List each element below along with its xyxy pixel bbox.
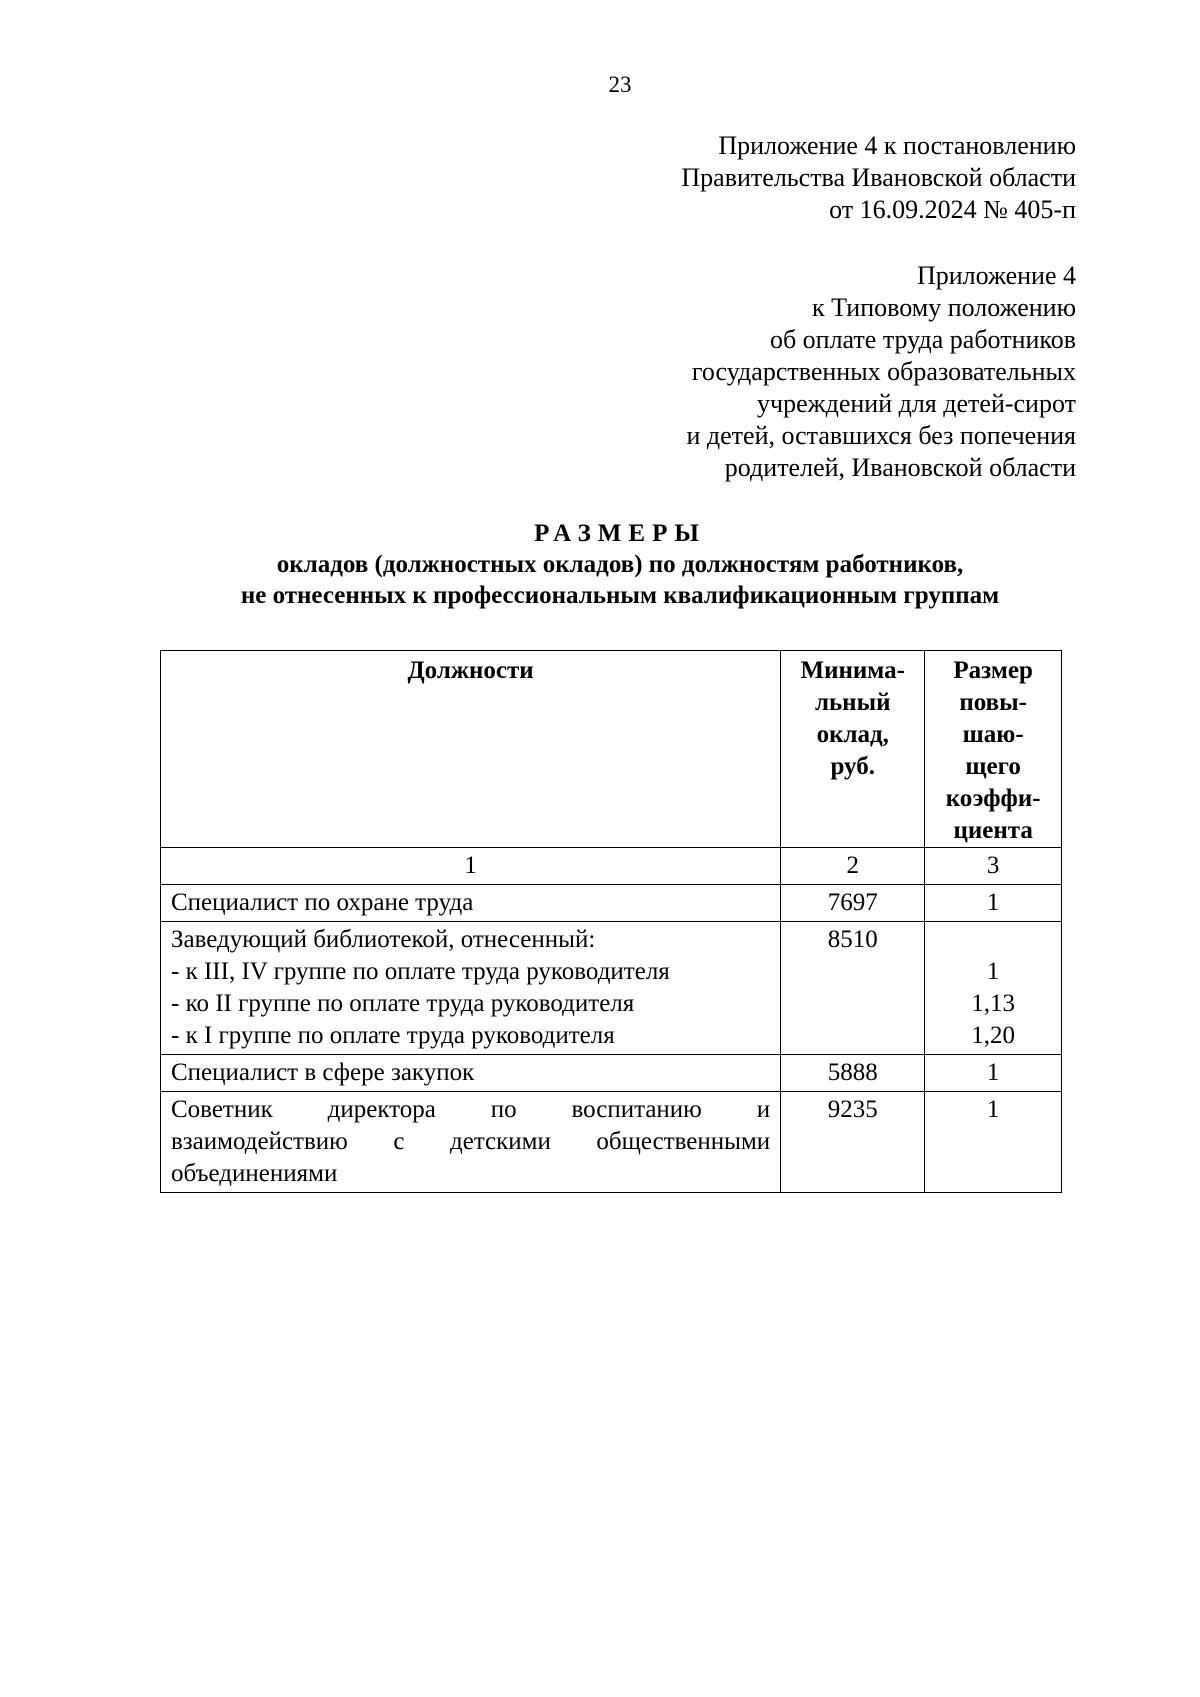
position-subline: - ко II группе по оплате труда руководителя — [171, 990, 635, 1017]
coefficient-value: 1 — [986, 958, 1000, 985]
min-salary-cell: 8510 — [781, 922, 925, 1055]
appendix-decree-reference — [681, 130, 1076, 226]
column-number: 2 — [781, 848, 925, 885]
page-number: 23 — [608, 72, 632, 97]
header-coefficient-line: циента — [953, 817, 1033, 844]
min-salary-cell: 9235 — [781, 1092, 925, 1193]
appendix-regulation-reference — [686, 260, 1076, 484]
position-word: директора — [327, 1096, 436, 1123]
appendix-decree-line: от 16.09.2024 № 405-п — [829, 195, 1076, 224]
coefficient-cell — [925, 922, 1062, 1055]
title-subtitle-line: окладов (должностных окладов) по должностям работников, — [276, 551, 964, 578]
position-word: взаимодействию — [171, 1128, 348, 1155]
table-row — [161, 1092, 1062, 1193]
appendix-decree-line: Правительства Ивановской области — [681, 163, 1076, 192]
position-word: с — [393, 1128, 405, 1155]
table-row — [161, 1055, 1062, 1092]
header-coefficient-line: щего — [965, 753, 1021, 780]
position-cell: Специалист по охране труда — [161, 885, 781, 922]
position-word: детскими — [450, 1128, 551, 1155]
appendix-regulation-line: государственных образовательных — [691, 357, 1076, 386]
coefficient-cell: 1 — [925, 885, 1062, 922]
document-title — [0, 518, 1200, 611]
header-coefficient-line: коэффи- — [945, 785, 1041, 812]
title-subtitle-line: не отнесенных к профессиональным квалификационным группам — [240, 582, 1000, 609]
header-min-salary-line: оклад, — [816, 721, 889, 748]
position-line: объединениями — [171, 1160, 338, 1187]
table-row — [161, 885, 1062, 922]
position-word: Советник — [171, 1096, 273, 1123]
position-word: и — [756, 1096, 771, 1123]
min-salary-cell: 7697 — [781, 885, 925, 922]
coefficient-value: 1,13 — [971, 990, 1016, 1017]
header-coefficient-line: шаю- — [962, 721, 1024, 748]
min-salary-cell: 5888 — [781, 1055, 925, 1092]
position-line — [171, 1126, 770, 1158]
table-header-row — [161, 651, 1062, 848]
appendix-regulation-line: и детей, оставшихся без попечения — [686, 421, 1076, 450]
title-main: РАЗМЕРЫ — [534, 520, 706, 547]
salary-table — [160, 650, 1062, 1193]
position-subline: - к III, IV группе по оплате труда руководителя — [171, 958, 670, 985]
column-number: 3 — [925, 848, 1062, 885]
column-number-row — [161, 848, 1062, 885]
header-position — [161, 651, 781, 848]
coefficient-spacer — [935, 924, 1051, 956]
column-number: 1 — [161, 848, 781, 885]
position-cell — [161, 922, 781, 1055]
header-coefficient-line: Размер — [953, 657, 1033, 684]
header-coefficient — [925, 651, 1062, 848]
appendix-regulation-line: Приложение 4 — [916, 261, 1076, 290]
coefficient-value: 1,20 — [971, 1022, 1016, 1049]
coefficient-cell: 1 — [925, 1092, 1062, 1193]
appendix-regulation-line: к Типовому положению — [811, 293, 1076, 322]
appendix-regulation-line: родителей, Ивановской области — [724, 453, 1076, 482]
position-cell — [161, 1092, 781, 1193]
table-row — [161, 922, 1062, 1055]
header-position-label: Должности — [407, 657, 534, 684]
header-coefficient-line: повы- — [959, 689, 1027, 716]
position-cell: Специалист в сфере закупок — [161, 1055, 781, 1092]
appendix-regulation-line: учреждений для детей-сирот — [757, 389, 1076, 418]
position-word: общественными — [596, 1128, 771, 1155]
position-subline: - к I группе по оплате труда руководителя — [171, 1022, 615, 1049]
header-min-salary — [781, 651, 925, 848]
appendix-decree-line: Приложение 4 к постановлению — [718, 131, 1076, 160]
appendix-regulation-line: об оплате труда работников — [769, 325, 1076, 354]
position-title: Заведующий библиотекой, отнесенный: — [171, 926, 596, 953]
position-word: воспитанию — [571, 1096, 702, 1123]
header-min-salary-line: руб. — [830, 753, 875, 780]
position-line — [171, 1094, 770, 1126]
position-word: по — [490, 1096, 517, 1123]
header-min-salary-line: Минима- — [800, 657, 905, 684]
header-min-salary-line: льный — [814, 689, 891, 716]
coefficient-cell: 1 — [925, 1055, 1062, 1092]
